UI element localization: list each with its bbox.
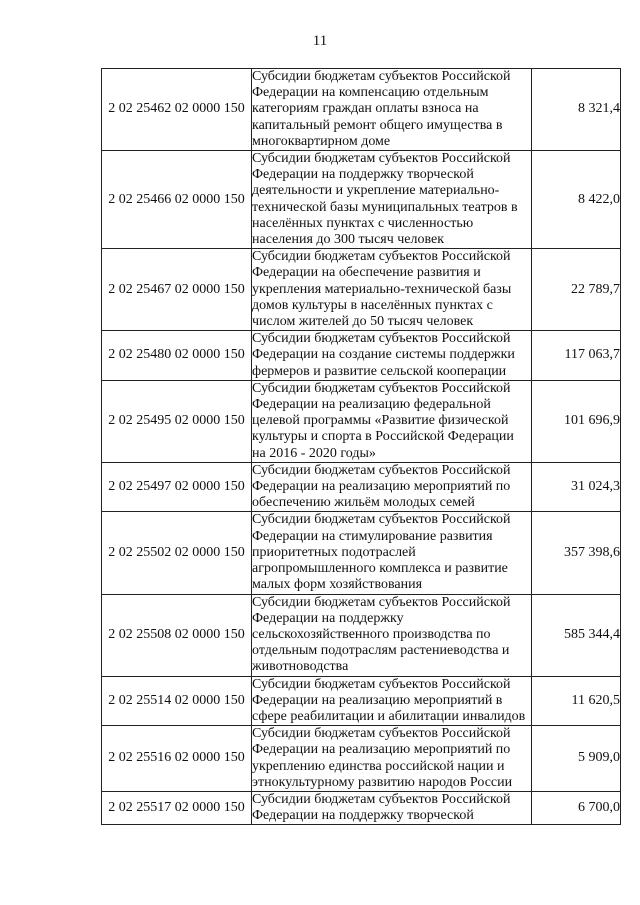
description-line: Субсидии бюджетам субъектов Российской — [252, 676, 511, 692]
description-line: Федерации на создание системы поддержки — [252, 347, 515, 363]
description-line: целевой программы «Развитие физической — [252, 413, 509, 429]
budget-code-cell: 2 02 25462 02 0000 150 — [102, 69, 252, 151]
table-row — [102, 151, 621, 249]
description-line: Федерации на реализацию мероприятий по — [252, 479, 511, 495]
budget-code-cell: 2 02 25497 02 0000 150 — [102, 462, 252, 512]
description-line: укреплению единства российской нации и — [252, 758, 505, 774]
description-line: обеспечению жильём молодых семей — [252, 495, 475, 511]
budget-code-cell: 2 02 25516 02 0000 150 — [102, 726, 252, 792]
description-cell — [252, 726, 532, 792]
description-line: Субсидии бюджетам субъектов Российской — [252, 69, 511, 84]
amount-cell: 11 620,5 — [532, 676, 621, 726]
budget-code-cell: 2 02 25502 02 0000 150 — [102, 512, 252, 594]
description-cell — [252, 594, 532, 676]
amount-cell: 5 909,0 — [532, 726, 621, 792]
description-line: укрепления материально-технической базы — [252, 281, 512, 297]
amount-cell: 117 063,7 — [532, 331, 621, 381]
description-line: Федерации на поддержку творческой — [252, 808, 474, 824]
description-line: числом жителей до 50 тысяч человек — [252, 314, 474, 330]
description-line: Субсидии бюджетам субъектов Российской — [252, 791, 511, 807]
description-line: этнокультурному развитию народов России — [252, 774, 513, 790]
description-line: деятельности и укрепление материально- — [252, 183, 500, 199]
description-line: культуры и спорта в Российской Федерации — [252, 429, 514, 445]
description-line: Субсидии бюджетам субъектов Российской — [252, 512, 511, 528]
description-line: Федерации на реализацию мероприятий в — [252, 692, 503, 708]
description-line: многоквартирном доме — [252, 133, 391, 149]
description-line: сфере реабилитации и абилитации инвалидов — [252, 708, 526, 724]
description-line: Субсидии бюджетам субъектов Российской — [252, 249, 511, 265]
description-line: капитальный ремонт общего имущества в — [252, 117, 503, 133]
budget-code-cell: 2 02 25467 02 0000 150 — [102, 249, 252, 331]
description-line: сельскохозяйственного производства по — [252, 626, 491, 642]
amount-cell: 8 422,0 — [532, 151, 621, 249]
description-line: на 2016 - 2020 годы» — [252, 445, 376, 461]
description-cell — [252, 331, 532, 381]
description-line: отдельным подотраслям растениеводства и — [252, 643, 510, 659]
amount-cell: 585 344,4 — [532, 594, 621, 676]
table-row — [102, 512, 621, 594]
table-row — [102, 380, 621, 462]
description-line: Субсидии бюджетам субъектов Российской — [252, 151, 511, 167]
description-line: технической базы муниципальных театров в — [252, 199, 518, 215]
description-line: Субсидии бюджетам субъектов Российской — [252, 462, 511, 478]
budget-code-cell: 2 02 25508 02 0000 150 — [102, 594, 252, 676]
amount-cell: 8 321,4 — [532, 69, 621, 151]
description-cell — [252, 676, 532, 726]
table-row — [102, 462, 621, 512]
description-line: Субсидии бюджетам субъектов Российской — [252, 726, 511, 742]
table-row — [102, 726, 621, 792]
description-line: Субсидии бюджетам субъектов Российской — [252, 594, 511, 610]
table-row — [102, 331, 621, 381]
description-cell — [252, 380, 532, 462]
description-line: Федерации на реализацию федеральной — [252, 397, 491, 413]
description-line: населённых пунктах с численностью — [252, 215, 474, 231]
table-row — [102, 791, 621, 824]
description-cell — [252, 69, 532, 151]
description-line: приоритетных подотраслей — [252, 544, 416, 560]
description-line: категориям граждан оплаты взноса на — [252, 101, 479, 117]
amount-cell: 22 789,7 — [532, 249, 621, 331]
description-line: агропромышленного комплекса и развитие — [252, 561, 508, 577]
description-cell — [252, 462, 532, 512]
description-line: Федерации на обеспечение развития и — [252, 265, 481, 281]
amount-cell: 357 398,6 — [532, 512, 621, 594]
table-body — [102, 69, 621, 825]
table-row — [102, 594, 621, 676]
budget-code-cell: 2 02 25514 02 0000 150 — [102, 676, 252, 726]
budget-code-cell: 2 02 25517 02 0000 150 — [102, 791, 252, 824]
table-row — [102, 676, 621, 726]
budget-code-cell: 2 02 25495 02 0000 150 — [102, 380, 252, 462]
description-cell — [252, 249, 532, 331]
table-row — [102, 249, 621, 331]
description-line: Федерации на реализацию мероприятий по — [252, 742, 511, 758]
budget-code-cell: 2 02 25480 02 0000 150 — [102, 331, 252, 381]
amount-cell: 101 696,9 — [532, 380, 621, 462]
description-line: Федерации на поддержку — [252, 610, 404, 626]
description-line: фермеров и развитие сельской кооперации — [252, 363, 507, 379]
description-cell — [252, 512, 532, 594]
description-line: животноводства — [252, 659, 349, 675]
page-number: 11 — [312, 33, 328, 49]
description-line: Субсидии бюджетам субъектов Российской — [252, 331, 511, 347]
amount-cell: 31 024,3 — [532, 462, 621, 512]
budget-table — [101, 68, 621, 825]
budget-code-cell: 2 02 25466 02 0000 150 — [102, 151, 252, 249]
table-row — [102, 69, 621, 151]
description-line: населения до 300 тысяч человек — [252, 232, 445, 248]
description-line: Субсидии бюджетам субъектов Российской — [252, 380, 511, 396]
description-line: Федерации на стимулирование развития — [252, 528, 493, 544]
description-cell — [252, 151, 532, 249]
description-cell — [252, 791, 532, 824]
description-line: Федерации на компенсацию отдельным — [252, 85, 489, 101]
amount-cell: 6 700,0 — [532, 791, 621, 824]
description-line: домов культуры в населённых пунктах с — [252, 297, 493, 313]
description-line: Федерации на поддержку творческой — [252, 167, 474, 183]
description-line: малых форм хозяйствования — [252, 577, 423, 593]
